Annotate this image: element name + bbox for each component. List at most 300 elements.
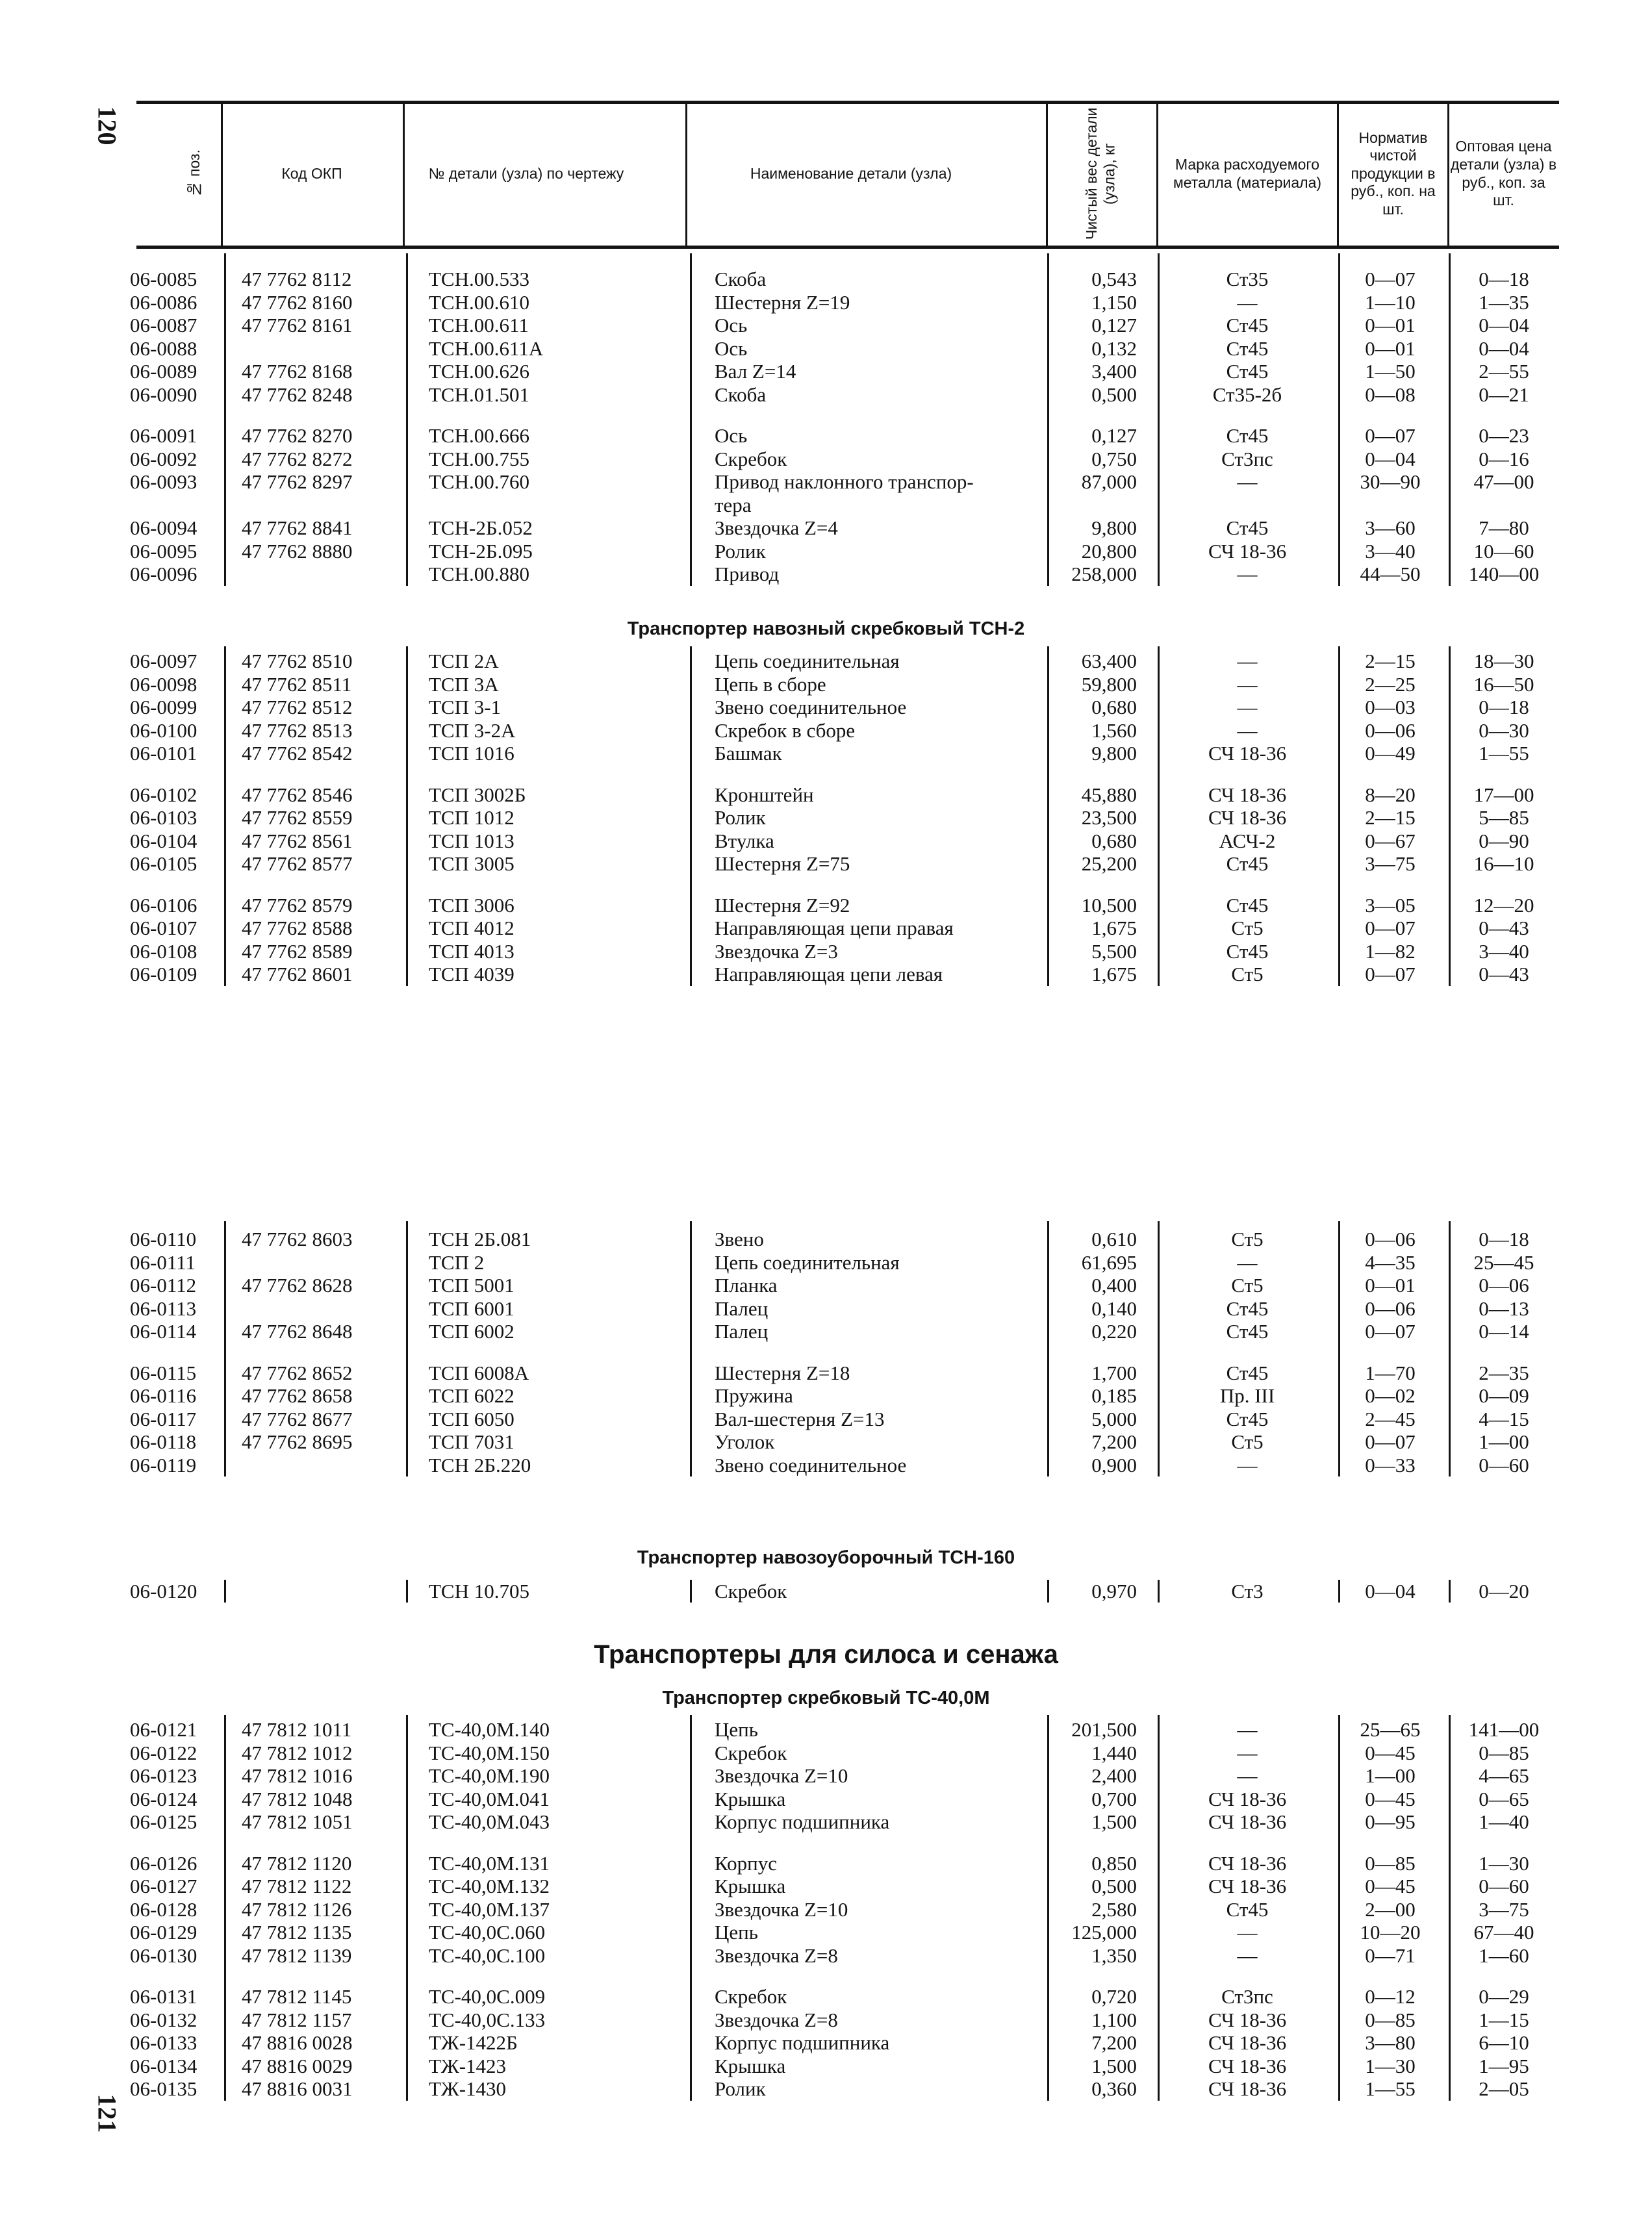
detail-cell: ТСН.00.760 bbox=[429, 470, 529, 493]
name-cell: Ролик bbox=[715, 539, 766, 563]
column-divider bbox=[224, 253, 226, 586]
material-cell: АСЧ-2 bbox=[1219, 829, 1276, 852]
price-cell: 2—35 bbox=[1479, 1361, 1529, 1384]
weight-cell: 25,200 bbox=[1081, 852, 1137, 875]
detail-cell: ТС-40,0М.131 bbox=[429, 1851, 550, 1875]
detail-cell: ТСП 6001 bbox=[429, 1297, 515, 1320]
pos-cell: 06-0101 bbox=[130, 742, 197, 765]
norm-cell: 44—50 bbox=[1360, 563, 1421, 585]
weight-cell: 0,127 bbox=[1091, 424, 1137, 447]
price-cell: 140—00 bbox=[1468, 563, 1540, 585]
pos-cell: 06-0112 bbox=[130, 1274, 197, 1297]
name-cell: Звено соединительное bbox=[715, 696, 907, 718]
material-cell: Ст45 bbox=[1226, 1361, 1269, 1384]
norm-cell: 0—07 bbox=[1365, 963, 1416, 985]
weight-cell: 0,543 bbox=[1091, 268, 1137, 290]
table-row bbox=[0, 2031, 1652, 2054]
okp-cell: 47 7762 8601 bbox=[242, 963, 353, 985]
pos-cell: 06-0116 bbox=[130, 1384, 197, 1407]
weight-cell: 0,720 bbox=[1091, 1985, 1137, 2008]
okp-cell: 47 7762 8168 bbox=[242, 360, 353, 383]
norm-cell: 0—33 bbox=[1365, 1453, 1416, 1476]
pos-cell: 06-0108 bbox=[130, 939, 197, 963]
detail-cell: ТСП 2А bbox=[429, 650, 499, 672]
column-divider bbox=[1158, 253, 1160, 586]
price-cell: 16—10 bbox=[1473, 852, 1534, 875]
material-cell: Ст35 bbox=[1226, 268, 1269, 290]
name-cell: Цепь в сборе bbox=[715, 672, 826, 696]
price-cell: 2—05 bbox=[1479, 2077, 1529, 2100]
price-cell: 3—40 bbox=[1479, 939, 1529, 963]
material-cell: — bbox=[1237, 1718, 1258, 1741]
name-cell: Ось bbox=[715, 314, 748, 336]
name-cell: Корпус подшипника bbox=[715, 1810, 890, 1833]
norm-cell: 1—10 bbox=[1365, 290, 1416, 314]
column-divider bbox=[1449, 1580, 1451, 1603]
material-cell: — bbox=[1237, 672, 1258, 696]
okp-cell: 47 7812 1012 bbox=[242, 1741, 353, 1764]
name-cell: Скребок bbox=[715, 447, 787, 470]
name-cell: Крышка bbox=[715, 1875, 786, 1897]
material-cell: СЧ 18-36 bbox=[1208, 806, 1287, 829]
weight-cell: 1,500 bbox=[1091, 2054, 1137, 2077]
detail-cell: ТСН 2Б.220 bbox=[429, 1453, 531, 1476]
price-cell: 0—09 bbox=[1479, 1384, 1529, 1407]
detail-cell: ТСП 1013 bbox=[429, 829, 515, 852]
pos-cell: 06-0132 bbox=[130, 2008, 197, 2031]
name-cell: Звездочка Z=10 bbox=[715, 1897, 848, 1921]
price-cell: 141—00 bbox=[1468, 1718, 1540, 1741]
material-cell: СЧ 18-36 bbox=[1208, 742, 1287, 765]
table-row bbox=[0, 830, 1652, 852]
pos-cell: 06-0118 bbox=[130, 1430, 197, 1453]
detail-cell: ТСН.00.666 bbox=[429, 424, 529, 447]
weight-cell: 1,350 bbox=[1091, 1944, 1137, 1967]
page-number-top: 120 bbox=[92, 106, 122, 146]
name-cell: Втулка bbox=[715, 829, 774, 852]
table-row bbox=[0, 1228, 1652, 1250]
name-cell: Скребок bbox=[715, 1741, 787, 1764]
table-row bbox=[0, 1921, 1652, 1944]
okp-cell: 47 7812 1139 bbox=[242, 1944, 352, 1967]
pos-cell: 06-0120 bbox=[130, 1580, 197, 1603]
price-cell: 1—15 bbox=[1479, 2008, 1529, 2031]
detail-cell: ТС-40,0М.150 bbox=[429, 1741, 550, 1764]
norm-cell: 0—07 bbox=[1365, 1320, 1416, 1343]
material-cell: Ст45 bbox=[1226, 1297, 1269, 1320]
norm-cell: 3—05 bbox=[1365, 893, 1416, 917]
name-cell: Башмак bbox=[715, 742, 782, 765]
detail-cell: ТС-40,0М.041 bbox=[429, 1787, 550, 1810]
material-cell: — bbox=[1237, 290, 1258, 314]
weight-cell: 59,800 bbox=[1081, 672, 1137, 696]
weight-cell: 20,800 bbox=[1081, 539, 1137, 563]
price-cell: 3—75 bbox=[1479, 1897, 1529, 1921]
material-cell: СЧ 18-36 bbox=[1208, 1787, 1287, 1810]
header-name: Наименование детали (узла) bbox=[750, 164, 952, 182]
material-cell: Ст5 bbox=[1231, 963, 1264, 985]
table-row bbox=[0, 1251, 1652, 1274]
okp-cell: 47 7762 8588 bbox=[242, 917, 353, 939]
name-cell: Звено соединительное bbox=[715, 1453, 907, 1476]
material-cell: — bbox=[1237, 1764, 1258, 1787]
material-cell: Ст3пс bbox=[1221, 447, 1273, 470]
price-cell: 0—23 bbox=[1479, 424, 1529, 447]
weight-cell: 1,440 bbox=[1091, 1741, 1137, 1764]
pos-cell: 06-0111 bbox=[130, 1250, 196, 1274]
weight-cell: 9,800 bbox=[1091, 516, 1137, 539]
weight-cell: 201,500 bbox=[1071, 1718, 1137, 1741]
column-divider bbox=[1338, 1580, 1340, 1603]
column-divider bbox=[406, 646, 408, 986]
name-cell: Ось bbox=[715, 336, 748, 360]
okp-cell: 47 7762 8248 bbox=[242, 383, 353, 406]
column-divider bbox=[1047, 1221, 1049, 1476]
name-cell: Привод наклонного транспор- bbox=[715, 470, 974, 493]
norm-cell: 1—70 bbox=[1365, 1361, 1416, 1384]
name-cell: Привод bbox=[715, 563, 780, 585]
norm-cell: 0—06 bbox=[1365, 1297, 1416, 1320]
table-row bbox=[0, 2008, 1652, 2031]
weight-cell: 63,400 bbox=[1081, 650, 1137, 672]
table-row bbox=[0, 383, 1652, 406]
price-cell: 0—30 bbox=[1479, 718, 1529, 742]
weight-cell: 87,000 bbox=[1081, 470, 1137, 493]
table-row bbox=[0, 1320, 1652, 1343]
detail-cell: ТСН.00.880 bbox=[429, 563, 529, 585]
norm-cell: 0—06 bbox=[1365, 718, 1416, 742]
column-divider bbox=[1449, 1221, 1451, 1476]
pos-cell: 06-0106 bbox=[130, 893, 197, 917]
header-material: Марка расходуемого металла (материала) bbox=[1173, 155, 1322, 191]
norm-cell: 0—12 bbox=[1365, 1985, 1416, 2008]
weight-cell: 0,360 bbox=[1091, 2077, 1137, 2100]
header-divider bbox=[685, 101, 687, 247]
column-divider bbox=[1158, 1580, 1160, 1603]
table-row bbox=[0, 719, 1652, 742]
pos-cell: 06-0110 bbox=[130, 1228, 197, 1250]
table-row bbox=[0, 1764, 1652, 1787]
weight-cell: 1,150 bbox=[1091, 290, 1137, 314]
pos-cell: 06-0085 bbox=[130, 268, 197, 290]
table-row bbox=[0, 1384, 1652, 1407]
detail-cell: ТСП 3А bbox=[429, 672, 499, 696]
material-cell: Ст45 bbox=[1226, 939, 1269, 963]
pos-cell: 06-0109 bbox=[130, 963, 197, 985]
material-cell: Ст3 bbox=[1231, 1580, 1264, 1603]
price-cell: 0—60 bbox=[1479, 1875, 1529, 1897]
header-divider bbox=[403, 101, 405, 247]
table-row bbox=[0, 1944, 1652, 1967]
column-divider bbox=[690, 1715, 692, 2101]
table-row bbox=[0, 516, 1652, 539]
weight-cell: 23,500 bbox=[1081, 806, 1137, 829]
material-cell: — bbox=[1237, 718, 1258, 742]
name-cell: Цепь bbox=[715, 1718, 758, 1741]
detail-cell: ТС-40,0М.137 bbox=[429, 1897, 550, 1921]
weight-cell: 7,200 bbox=[1091, 2031, 1137, 2054]
material-cell: СЧ 18-36 bbox=[1208, 2077, 1287, 2100]
weight-cell: 1,700 bbox=[1091, 1361, 1137, 1384]
table-row bbox=[0, 1408, 1652, 1430]
price-cell: 0—18 bbox=[1479, 1228, 1529, 1250]
okp-cell: 47 7762 8695 bbox=[242, 1430, 353, 1453]
table-row bbox=[0, 448, 1652, 470]
norm-cell: 0—45 bbox=[1365, 1741, 1416, 1764]
material-cell: Ст45 bbox=[1226, 1407, 1269, 1430]
detail-cell: ТСН.00.533 bbox=[429, 268, 529, 290]
name-cell: Шестерня Z=19 bbox=[715, 290, 850, 314]
okp-cell: 47 7762 8559 bbox=[242, 806, 353, 829]
name-cell: Звездочка Z=8 bbox=[715, 2008, 838, 2031]
column-divider bbox=[690, 253, 692, 586]
column-divider bbox=[690, 1580, 692, 1603]
norm-cell: 2—15 bbox=[1365, 806, 1416, 829]
price-cell: 0—65 bbox=[1479, 1787, 1529, 1810]
name-cell: Шестерня Z=18 bbox=[715, 1361, 850, 1384]
name-cell: Направляющая цепи правая bbox=[715, 917, 954, 939]
okp-cell: 47 7812 1048 bbox=[242, 1787, 353, 1810]
okp-cell: 47 7762 8603 bbox=[242, 1228, 353, 1250]
table-row bbox=[0, 783, 1652, 806]
okp-cell: 47 7762 8841 bbox=[242, 516, 353, 539]
norm-cell: 2—25 bbox=[1365, 672, 1416, 696]
table-row bbox=[0, 673, 1652, 696]
table-row bbox=[0, 268, 1652, 290]
norm-cell: 0—45 bbox=[1365, 1875, 1416, 1897]
detail-cell: ТС-40,0С.133 bbox=[429, 2008, 546, 2031]
norm-cell: 1—00 bbox=[1365, 1764, 1416, 1787]
table-row bbox=[0, 742, 1652, 765]
detail-cell: ТСП 1012 bbox=[429, 806, 515, 829]
detail-cell: ТС-40,0С.060 bbox=[429, 1921, 546, 1944]
column-divider bbox=[1338, 1715, 1340, 2101]
okp-cell: 47 7762 8512 bbox=[242, 696, 353, 718]
weight-cell: 2,400 bbox=[1091, 1764, 1137, 1787]
material-cell: СЧ 18-36 bbox=[1208, 1810, 1287, 1833]
detail-cell: ТЖ-1422Б bbox=[429, 2031, 518, 2054]
pos-cell: 06-0096 bbox=[130, 563, 197, 585]
name-cell: Ролик bbox=[715, 2077, 766, 2100]
section-title-silage: Транспортеры для силоса и сенажа bbox=[594, 1640, 1058, 1669]
detail-cell: ТСН.00.610 bbox=[429, 290, 529, 314]
name-cell: Звено bbox=[715, 1228, 764, 1250]
price-cell: 0—85 bbox=[1479, 1741, 1529, 1764]
norm-cell: 0—07 bbox=[1365, 424, 1416, 447]
norm-cell: 0—03 bbox=[1365, 696, 1416, 718]
norm-cell: 3—75 bbox=[1365, 852, 1416, 875]
table-row bbox=[0, 540, 1652, 563]
price-cell: 0—18 bbox=[1479, 268, 1529, 290]
name-cell: Шестерня Z=75 bbox=[715, 852, 850, 875]
table-row bbox=[0, 1852, 1652, 1875]
detail-cell: ТСП 3006 bbox=[429, 893, 515, 917]
okp-cell: 47 7762 8511 bbox=[242, 672, 352, 696]
column-divider bbox=[224, 1580, 226, 1603]
price-cell: 5—85 bbox=[1479, 806, 1529, 829]
column-divider bbox=[1158, 646, 1160, 986]
okp-cell: 47 7762 8880 bbox=[242, 539, 353, 563]
name-cell: Цепь bbox=[715, 1921, 758, 1944]
table-row bbox=[0, 2077, 1652, 2100]
material-cell: Ст45 bbox=[1226, 852, 1269, 875]
name-cell: Скребок bbox=[715, 1985, 787, 2008]
norm-cell: 8—20 bbox=[1365, 783, 1416, 806]
header-divider bbox=[1156, 101, 1158, 247]
okp-cell: 47 7812 1011 bbox=[242, 1718, 352, 1741]
detail-cell: ТСН-2Б.052 bbox=[429, 516, 533, 539]
pos-cell: 06-0100 bbox=[130, 718, 197, 742]
material-cell: Пр. III bbox=[1219, 1384, 1275, 1407]
table-row bbox=[0, 852, 1652, 875]
weight-cell: 0,185 bbox=[1091, 1384, 1137, 1407]
norm-cell: 0—07 bbox=[1365, 1430, 1416, 1453]
table-row bbox=[0, 940, 1652, 963]
material-cell: Ст5 bbox=[1231, 1430, 1264, 1453]
detail-cell: ТСП 4012 bbox=[429, 917, 515, 939]
price-cell: 17—00 bbox=[1473, 783, 1534, 806]
material-cell: — bbox=[1237, 470, 1258, 493]
name-cell: Звездочка Z=10 bbox=[715, 1764, 848, 1787]
okp-cell: 47 7762 8510 bbox=[242, 650, 353, 672]
material-cell: Ст35-2б bbox=[1212, 383, 1282, 406]
pos-cell: 06-0114 bbox=[130, 1320, 197, 1343]
detail-cell: ТСП 6002 bbox=[429, 1320, 515, 1343]
norm-cell: 2—00 bbox=[1365, 1897, 1416, 1921]
weight-cell: 0,700 bbox=[1091, 1787, 1137, 1810]
material-cell: СЧ 18-36 bbox=[1208, 1851, 1287, 1875]
table-row bbox=[0, 2055, 1652, 2077]
pos-cell: 06-0102 bbox=[130, 783, 197, 806]
price-cell: 1—60 bbox=[1479, 1944, 1529, 1967]
pos-cell: 06-0095 bbox=[130, 539, 197, 563]
material-cell: — bbox=[1237, 696, 1258, 718]
material-cell: Ст45 bbox=[1226, 424, 1269, 447]
price-cell: 12—20 bbox=[1473, 893, 1534, 917]
norm-cell: 0—67 bbox=[1365, 829, 1416, 852]
okp-cell: 47 7812 1122 bbox=[242, 1875, 352, 1897]
pos-cell: 06-0124 bbox=[130, 1787, 197, 1810]
okp-cell: 47 8816 0031 bbox=[242, 2077, 353, 2100]
price-cell: 0—29 bbox=[1479, 1985, 1529, 2008]
weight-cell: 0,610 bbox=[1091, 1228, 1137, 1250]
okp-cell: 47 7762 8112 bbox=[242, 268, 352, 290]
name-cell: Пружина bbox=[715, 1384, 793, 1407]
name-cell: Шестерня Z=92 bbox=[715, 893, 850, 917]
price-cell: 1—00 bbox=[1479, 1430, 1529, 1453]
price-cell: 2—55 bbox=[1479, 360, 1529, 383]
pos-cell: 06-0098 bbox=[130, 672, 197, 696]
weight-cell: 0,900 bbox=[1091, 1453, 1137, 1476]
price-cell: 0—04 bbox=[1479, 336, 1529, 360]
table-row bbox=[0, 1362, 1652, 1384]
pos-cell: 06-0091 bbox=[130, 424, 197, 447]
okp-cell: 47 7762 8589 bbox=[242, 939, 353, 963]
header-divider bbox=[1337, 101, 1339, 247]
okp-cell: 47 7762 8579 bbox=[242, 893, 353, 917]
okp-cell: 47 7762 8513 bbox=[242, 718, 353, 742]
header-divider bbox=[221, 101, 223, 247]
norm-cell: 4—35 bbox=[1365, 1250, 1416, 1274]
table-row bbox=[0, 1580, 1652, 1603]
price-cell: 1—35 bbox=[1479, 290, 1529, 314]
name-cell: Корпус bbox=[715, 1851, 777, 1875]
column-divider bbox=[1449, 253, 1451, 586]
column-divider bbox=[1158, 1221, 1160, 1476]
column-divider bbox=[1449, 646, 1451, 986]
okp-cell: 47 8816 0029 bbox=[242, 2054, 353, 2077]
weight-cell: 9,800 bbox=[1091, 742, 1137, 765]
norm-cell: 0—01 bbox=[1365, 1274, 1416, 1297]
weight-cell: 2,580 bbox=[1091, 1897, 1137, 1921]
detail-cell: ТСН 10.705 bbox=[429, 1580, 529, 1603]
pos-cell: 06-0090 bbox=[130, 383, 197, 406]
name-cell: Вал Z=14 bbox=[715, 360, 796, 383]
okp-cell: 47 7762 8297 bbox=[242, 470, 353, 493]
norm-cell: 3—40 bbox=[1365, 539, 1416, 563]
detail-cell: ТЖ-1430 bbox=[429, 2077, 507, 2100]
material-cell: Ст5 bbox=[1231, 1228, 1264, 1250]
pos-cell: 06-0135 bbox=[130, 2077, 197, 2100]
detail-cell: ТСП 2 bbox=[429, 1250, 485, 1274]
material-cell: — bbox=[1237, 1921, 1258, 1944]
table-row bbox=[0, 291, 1652, 314]
price-cell: 0—06 bbox=[1479, 1274, 1529, 1297]
price-cell: 0—14 bbox=[1479, 1320, 1529, 1343]
material-cell: — bbox=[1237, 1944, 1258, 1967]
table-row bbox=[0, 1742, 1652, 1764]
material-cell: Ст45 bbox=[1226, 1320, 1269, 1343]
norm-cell: 0—01 bbox=[1365, 314, 1416, 336]
detail-cell: ТС-40,0С.009 bbox=[429, 1985, 546, 2008]
name-cell: Ролик bbox=[715, 806, 766, 829]
weight-cell: 1,675 bbox=[1091, 917, 1137, 939]
okp-cell: 47 7762 8270 bbox=[242, 424, 353, 447]
table-row bbox=[0, 494, 1652, 516]
detail-cell: ТС-40,0М.043 bbox=[429, 1810, 550, 1833]
column-divider bbox=[690, 646, 692, 986]
pos-cell: 06-0105 bbox=[130, 852, 197, 875]
norm-cell: 1—55 bbox=[1365, 2077, 1416, 2100]
material-cell: СЧ 18-36 bbox=[1208, 539, 1287, 563]
weight-cell: 0,220 bbox=[1091, 1320, 1137, 1343]
column-divider bbox=[1047, 1715, 1049, 2101]
detail-cell: ТСН 2Б.081 bbox=[429, 1228, 531, 1250]
column-divider bbox=[1338, 1221, 1340, 1476]
name-cell: Звездочка Z=3 bbox=[715, 939, 838, 963]
detail-cell: ТСП 7031 bbox=[429, 1430, 515, 1453]
name-cell: Палец bbox=[715, 1320, 769, 1343]
detail-cell: ТСП 4039 bbox=[429, 963, 515, 985]
okp-cell: 47 7812 1157 bbox=[242, 2008, 352, 2031]
okp-cell: 47 7762 8561 bbox=[242, 829, 353, 852]
norm-cell: 0—04 bbox=[1365, 447, 1416, 470]
table-row bbox=[0, 1810, 1652, 1833]
column-divider bbox=[406, 1221, 408, 1476]
detail-cell: ТСП 1016 bbox=[429, 742, 515, 765]
material-cell: СЧ 18-36 bbox=[1208, 1875, 1287, 1897]
pos-cell: 06-0088 bbox=[130, 336, 197, 360]
norm-cell: 0—07 bbox=[1365, 268, 1416, 290]
name-cell: Направляющая цепи левая bbox=[715, 963, 943, 985]
name-cell: Скоба bbox=[715, 268, 767, 290]
detail-cell: ТСН.00.611А bbox=[429, 336, 544, 360]
header-divider bbox=[1447, 101, 1449, 247]
table-row bbox=[0, 894, 1652, 917]
price-cell: 1—40 bbox=[1479, 1810, 1529, 1833]
material-cell: — bbox=[1237, 1453, 1258, 1476]
header-okp: Код ОКП bbox=[281, 164, 342, 182]
